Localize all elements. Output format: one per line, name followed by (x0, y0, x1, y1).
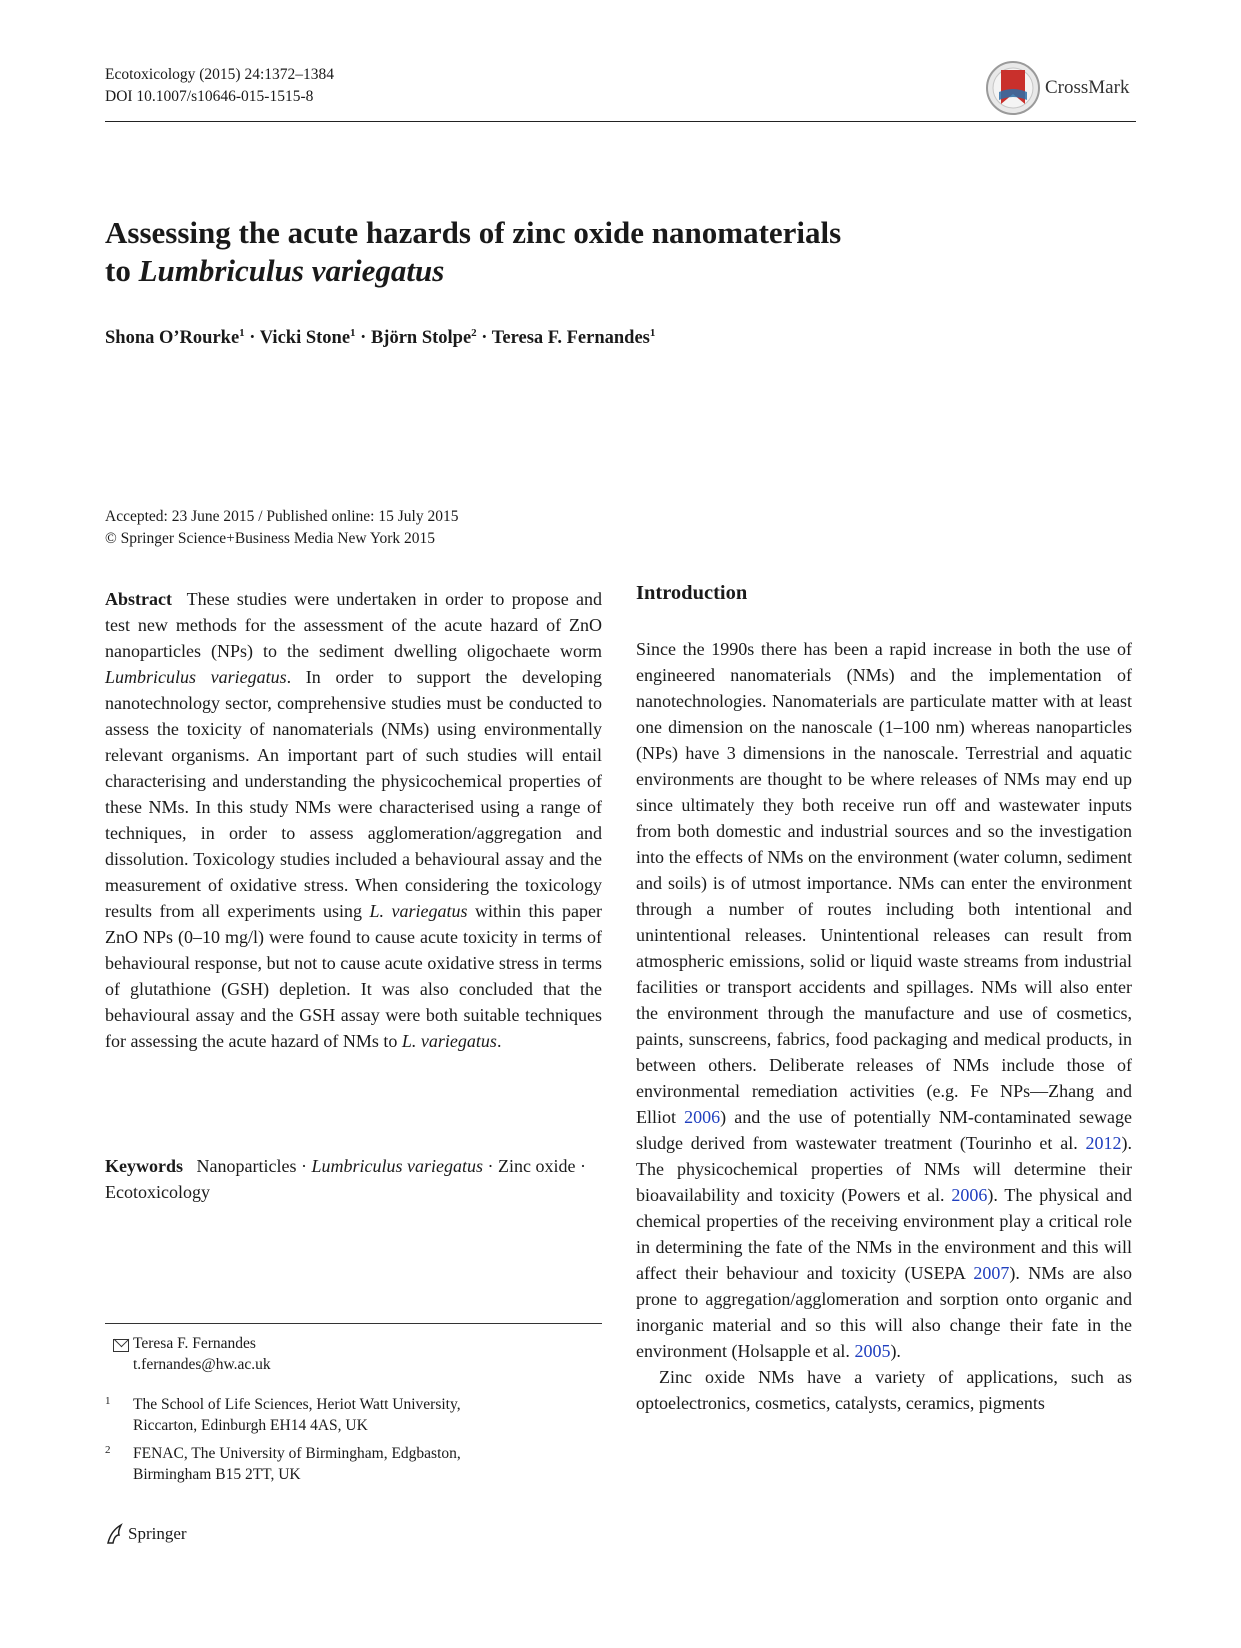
author-separator: · (360, 328, 367, 349)
header-rule (105, 121, 1136, 122)
citation-link[interactable]: 2007 (973, 1263, 1010, 1283)
title-line-1: Assessing the acute hazards of zinc oxide nanomaterials (105, 215, 842, 250)
crossmark-icon (985, 60, 1041, 116)
author[interactable]: Björn Stolpe$^2$ (370, 327, 477, 349)
citation-link[interactable]: 2005 (854, 1341, 891, 1361)
affiliation-number: 1 (105, 1395, 111, 1407)
crossmark-badge[interactable] (985, 60, 1129, 116)
abstract-text: These studies were undertaken in order to propose and test new methods for the assessment of the acute hazard of ZnO nanoparticles (NPs) to the sediment dwelling oligochaete worm Lumbriculus variegatus. In order to support the developing nanotechnology sector, comprehensive studies must be conducted to assess the toxicity of nanomaterials (NMs) using environmentally relevant organisms. An important part of such studies will entail characterising and understanding the physicochemical properties of these NMs. In this study NMs were characterised using a range of techniques, in order to assess agglomeration/aggregation and dissolution. Toxicology studies included a behavioural assay and the measurement of oxidative stress. When considering the toxicology results from all experiments using L. variegatus within this paper ZnO NPs (0–10 mg/l) were found to cause acute toxicity in terms of behavioural response, but not to cause acute oxidative stress in terms of glutathione (GSH) depletion. It was also concluded that the behavioural assay and the GSH assay were both suitable techniques for assessing the acute hazard of NMs to L. variegatus. (105, 589, 603, 1051)
section-heading-introduction: Introduction (636, 582, 748, 604)
journal-citation: Ecotoxicology (2015) 24:1372–1384 (105, 66, 335, 83)
abstract-label: Abstract (105, 589, 172, 609)
copyright: © Springer Science+Business Media New York 2015 (105, 530, 436, 547)
publisher-name: Springer (128, 1524, 187, 1543)
article-title (105, 214, 1055, 290)
envelope-icon (113, 1339, 129, 1352)
correspondence (133, 1333, 271, 1375)
author[interactable]: Vicki Stone$^1$ (259, 327, 356, 349)
author-list (105, 327, 655, 349)
citation-link[interactable]: 2006 (684, 1107, 721, 1127)
keyword: Ecotoxicology (105, 1182, 210, 1202)
keyword: Zinc oxide (497, 1156, 576, 1176)
doi[interactable]: DOI 10.1007/s10646-015-1515-8 (105, 88, 314, 105)
keyword: Lumbriculus variegatus (311, 1156, 483, 1176)
journal-header (105, 64, 334, 108)
title-prefix: to (105, 253, 139, 288)
accepted-published: Accepted: 23 June 2015 / Published online: 15 July 2015 (105, 508, 459, 525)
citation-link[interactable]: 2006 (951, 1185, 988, 1205)
footnote-rule (105, 1323, 602, 1324)
author-separator: · (249, 328, 256, 349)
affiliation: The School of Life Sciences, Heriot Watt University, Riccarton, Edinburgh EH14 4AS, UK (133, 1396, 461, 1434)
keyword: Nanoparticles (196, 1156, 297, 1176)
affiliation: FENAC, The University of Birmingham, Edgbaston, Birmingham B15 2TT, UK (133, 1445, 461, 1483)
keywords-label: Keywords (105, 1156, 183, 1176)
crossmark-label: CrossMark (1045, 77, 1130, 98)
correspondence-email[interactable]: t.fernandes@hw.ac.uk (133, 1356, 271, 1373)
correspondence-name: Teresa F. Fernandes (133, 1335, 256, 1352)
title-line-2 (105, 252, 1055, 290)
author-separator: · (481, 328, 488, 349)
publication-dates (105, 506, 458, 550)
author[interactable]: Shona O’Rourke$^1$ (105, 327, 245, 349)
intro-paragraph: Zinc oxide NMs have a variety of applications, such as optoelectronics, cosmetics, catalysts, ceramics, pigments (636, 1367, 1132, 1413)
keywords: Keywords Nanoparticles · Lumbriculus variegatus · Zinc oxide · Ecotoxicology (105, 1156, 586, 1202)
springer-horse-icon (105, 1523, 125, 1545)
affiliation-number: 2 (105, 1444, 111, 1456)
introduction-body (636, 636, 1132, 1416)
title-species: Lumbriculus variegatus (138, 253, 445, 288)
author[interactable]: Teresa F. Fernandes$^1$ (491, 327, 656, 349)
intro-paragraph: Since the 1990s there has been a rapid increase in both the use of engineered nanomaterials (NMs) and the implementation of nanotechnologies. Nanomaterials are particulate matter with at least one dimension on the nanoscale (1–100 nm) whereas nanoparticles (NPs) have 3 dimensions in the nanoscale. Terrestrial and aquatic environments are thought to be where releases of NMs may end up since ultimately they both receive run off and wastewater inputs from both domestic and industrial sources and so the investigation into the effects of NMs on the environment (water column, sediment and soils) is of utmost importance. NMs can enter the environment through a number of routes including both intentional and unintentional releases. Unintentional releases can result from atmospheric emissions, solid or liquid waste streams from industrial facilities or transport accidents and spillages. NMs will also enter the environment through the manufacture and use of cosmetics, paints, sunscreens, fabrics, food packaging and medical products, in between others. Deliberate releases of NMs include those of environmental remediation activities (e.g. Fe NPs—Zhang and Elliot 2006) and the use of potentially NM-contaminated sewage sludge derived from wastewater treatment (Tourinho et al. 2012). The physicochemical properties of NMs will determine their bioavailability and toxicity (Powers et al. 2006). The physical and chemical properties of the receiving environment play a critical role in determining the fate of the NMs in the environment and this will affect their behaviour and toxicity (USEPA 2007). NMs are also prone to aggregation/agglomeration and sorption onto organic and inorganic material and so this will also change their fate in the environment (Holsapple et al. 2005). (636, 639, 1132, 1361)
abstract (105, 586, 602, 1054)
springer-logo (105, 1523, 187, 1545)
citation-link[interactable]: 2012 (1085, 1133, 1122, 1153)
